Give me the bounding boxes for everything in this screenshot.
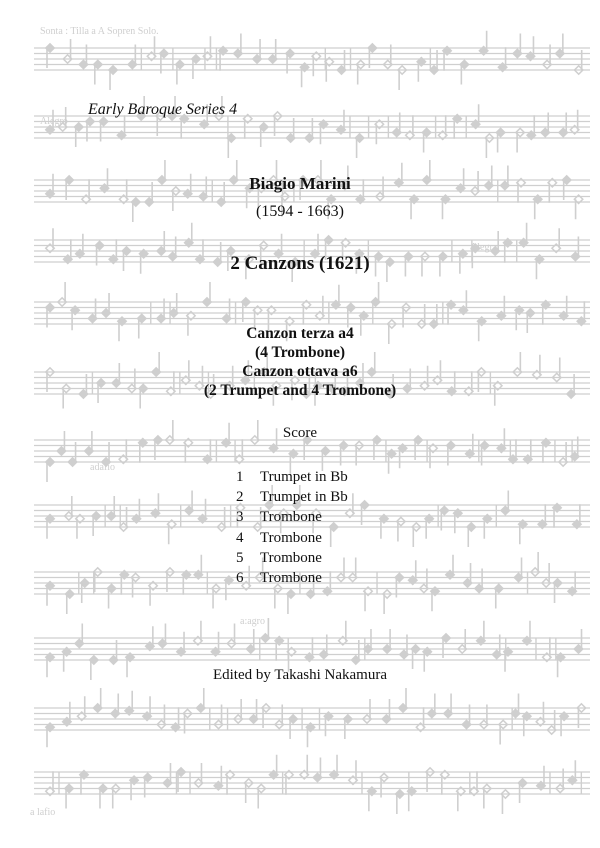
piece-line: (4 Trombone) <box>255 344 345 361</box>
piece-line: (2 Trumpet and 4 Trombone) <box>203 382 397 399</box>
watermark-word: adafio <box>90 462 115 473</box>
part-number: 6 <box>236 570 244 587</box>
watermark-word: a:agro <box>240 616 265 627</box>
part-row <box>236 507 348 527</box>
score-label: Score <box>282 425 318 441</box>
part-name: Trumpet in Bb <box>260 469 348 485</box>
part-number: 3 <box>236 509 244 526</box>
part-row <box>236 568 348 588</box>
watermark-word: a lafio <box>30 807 56 818</box>
part-row <box>236 487 348 507</box>
piece-line: Canzon ottava a6 <box>242 363 358 380</box>
part-name: Trombone <box>260 509 322 526</box>
part-row <box>236 467 348 487</box>
part-number: 5 <box>236 549 244 566</box>
composer-name: Biagio Marini <box>249 174 351 193</box>
piece-line: Canzon terza a4 <box>246 325 354 342</box>
collection-title: 2 Canzons (1621) <box>230 253 370 274</box>
watermark-word: Alegra <box>470 242 498 253</box>
part-name: Trumpet in Bb <box>260 489 348 506</box>
part-name: Trombone <box>260 549 322 566</box>
series-title: Early Baroque Series 4 <box>88 101 238 118</box>
watermark-word: Alegro <box>40 116 68 127</box>
part-row <box>236 548 348 568</box>
editor-credit: Edited by Takashi Nakamura <box>212 667 388 683</box>
part-number: 2 <box>236 489 244 506</box>
part-number: 4 <box>236 529 244 546</box>
piece-list <box>0 324 600 400</box>
part-row <box>236 528 348 548</box>
watermark-word: Sonta : Tilla a A Sopren Solo. <box>40 26 159 37</box>
part-name: Trombone <box>260 529 322 546</box>
part-number: 1 <box>236 469 244 485</box>
composer-dates: (1594 - 1663) <box>256 203 344 220</box>
parts-list <box>236 467 348 588</box>
part-name: Trombone <box>260 570 322 587</box>
